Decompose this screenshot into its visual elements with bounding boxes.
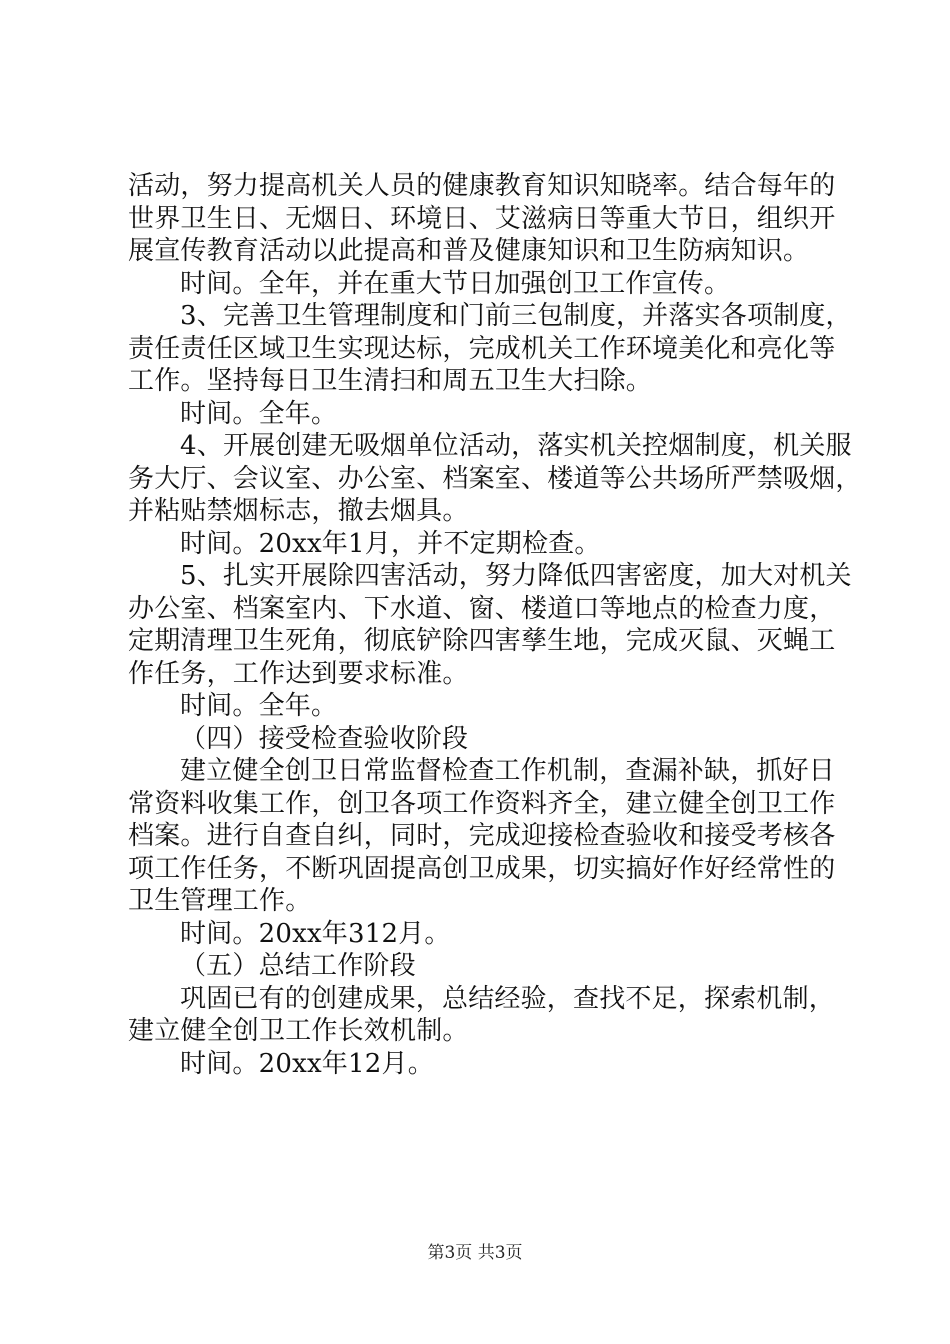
text-line: 项工作任务，不断巩固提高创卫成果，切实搞好作好经常性的 (128, 853, 836, 884)
text-line: 办公室、档案室内、下水道、窗、楼道口等地点的检查力度， (128, 593, 836, 624)
text-line: 4、开展创建无吸烟单位活动，落实机关控烟制度，机关服 (180, 431, 852, 461)
document-body (128, 170, 862, 1080)
text-line: 并粘贴禁烟标志，撤去烟具。 (128, 496, 469, 526)
text-line: 时间。全年，并在重大节日加强创卫工作宣传。 (180, 268, 731, 299)
text-line: 作任务，工作达到要求标准。 (128, 658, 469, 689)
text-line: 建立健全创卫日常监督检查工作机制，查漏补缺，抓好日 (180, 756, 836, 786)
text-line: 时间。全年。 (180, 398, 338, 429)
text-line: 建立健全创卫工作长效机制。 (128, 1016, 469, 1046)
text-line: 工作。坚持每日卫生清扫和周五卫生大扫除。 (128, 366, 653, 396)
text-line: 活动，努力提高机关人员的健康教育知识知晓率。结合每年的 (128, 171, 836, 201)
page-footer: 第3页 共3页 (427, 1243, 523, 1263)
text-line: 责任责任区域卫生实现达标，完成机关工作环境美化和亮化等 (128, 333, 836, 364)
text-line: （五）总结工作阶段 (180, 951, 416, 981)
text-line: 常资料收集工作，创卫各项工作资料齐全，建立健全创卫工作 (128, 788, 836, 819)
text-line: 定期清理卫生死角，彻底铲除四害孳生地，完成灭鼠、灭蝇工 (128, 626, 836, 656)
text-line: 务大厅、会议室、办公室、档案室、楼道等公共场所严禁吸烟， (128, 463, 862, 494)
text-line: 时间。20xx年1月，并不定期检查。 (180, 528, 601, 559)
text-line: 时间。全年。 (180, 691, 338, 721)
text-line: 卫生管理工作。 (128, 886, 312, 916)
text-line: 5、扎实开展除四害活动，努力降低四害密度，加大对机关 (180, 561, 852, 591)
text-line: 巩固已有的创建成果，总结经验，查找不足，探索机制， (180, 983, 836, 1014)
text-line: 展宣传教育活动以此提高和普及健康知识和卫生防病知识。 (128, 236, 810, 266)
text-line: 时间。20xx年312月。 (180, 918, 451, 949)
text-line: 时间。20xx年12月。 (180, 1048, 434, 1079)
text-line: 世界卫生日、无烟日、环境日、艾滋病日等重大节日，组织开 (128, 203, 836, 234)
text-line: 档案。进行自查自纠，同时，完成迎接检查验收和接受考核各 (128, 821, 836, 851)
text-line: 3、完善卫生管理制度和门前三包制度，并落实各项制度， (180, 301, 852, 331)
text-line: （四）接受检查验收阶段 (180, 723, 469, 754)
